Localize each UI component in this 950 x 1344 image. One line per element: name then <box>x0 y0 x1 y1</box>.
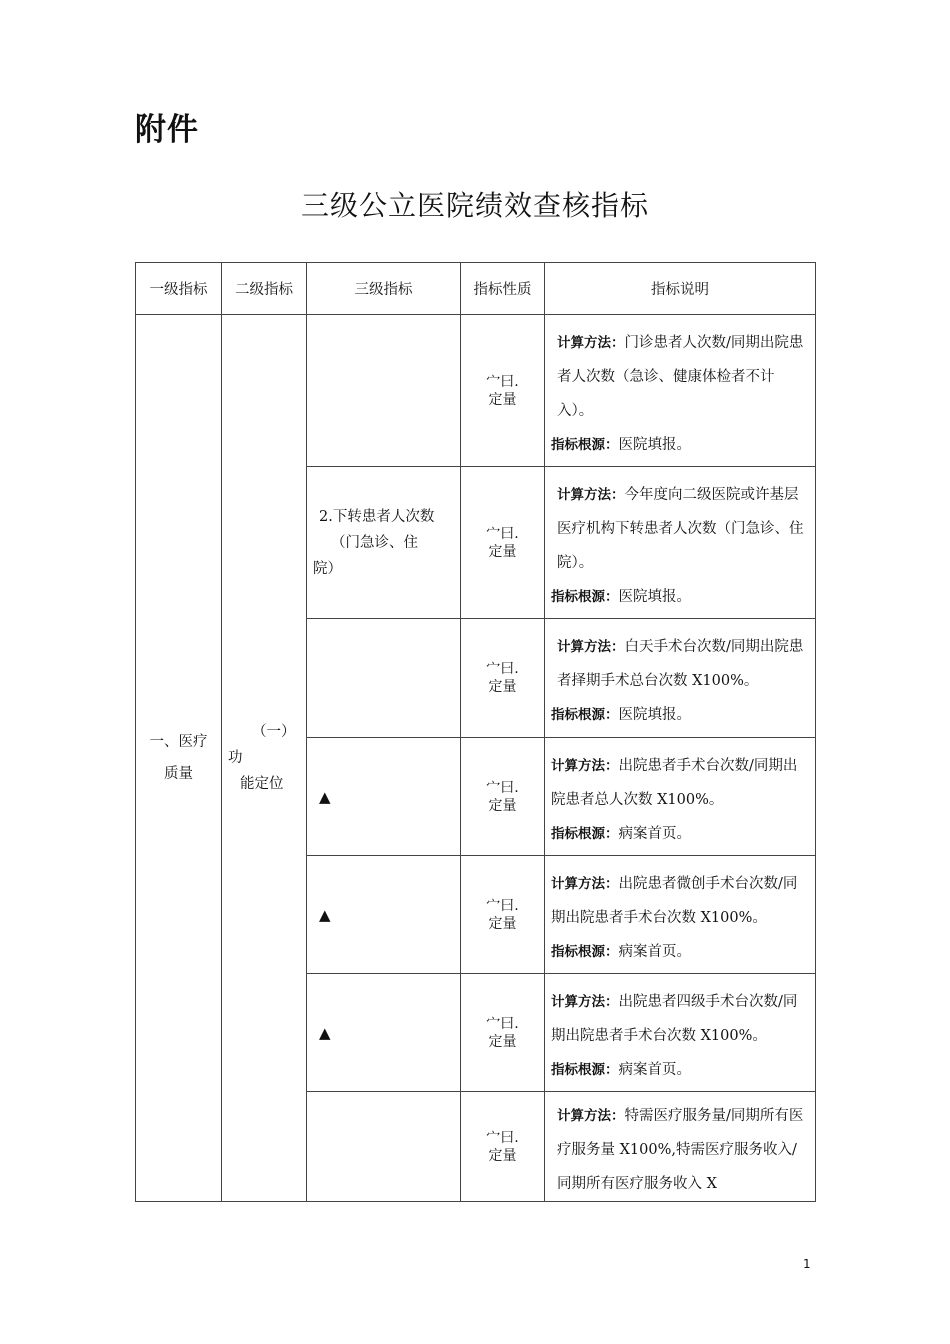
description-cell <box>545 467 816 619</box>
header-level1: 一级指标 <box>136 263 222 315</box>
nature-line1: 宀曰. <box>486 779 519 796</box>
description-cell <box>545 315 816 467</box>
method-text: 出院患者微创手术台次数/同期出院患者手术台次数 X100%。 <box>551 875 798 926</box>
method-label: 计算方法： <box>551 875 619 892</box>
source-text: 病案首页。 <box>618 825 691 842</box>
nature-line1: 宀曰. <box>486 525 519 542</box>
header-nature: 指标性质 <box>461 263 545 315</box>
level3-cell <box>307 738 461 856</box>
description-cell <box>545 856 816 974</box>
nature-line2: 定量 <box>488 679 517 695</box>
level3-line3: 院） <box>313 560 342 577</box>
nature-line1: 宀曰. <box>486 1015 519 1032</box>
level2-line3: 能定位 <box>240 776 284 792</box>
nature-line2: 定量 <box>488 1033 517 1050</box>
source-label: 指标根源： <box>551 1061 619 1078</box>
method-text: 出院患者四级手术台次数/同期出院患者手术台次数 X100%。 <box>551 993 798 1044</box>
method-label: 计算方法： <box>557 334 625 351</box>
level2-line1: （一） <box>252 724 296 740</box>
triangle-marker-icon: ▲ <box>319 1023 331 1042</box>
triangle-marker-icon: ▲ <box>319 905 331 924</box>
nature-cell <box>461 738 545 856</box>
page-number: 1 <box>803 1257 811 1271</box>
nature-line1: 宀曰. <box>486 1129 519 1146</box>
method-label: 计算方法： <box>557 1107 625 1124</box>
document-title: 三级公立医院绩效查核指标 <box>300 189 649 222</box>
method-label: 计算方法： <box>557 639 625 655</box>
header-level2: 二级指标 <box>222 263 307 315</box>
level1-line2: 质量 <box>164 766 193 782</box>
nature-line2: 定量 <box>488 915 517 932</box>
method-text: 特需医疗服务量/同期所有医疗服务量 X100%,特需医疗服务收入/同期所有医疗服务收入 X <box>557 1107 804 1192</box>
nature-line1: 宀曰. <box>486 897 519 914</box>
source-text: 病案首页。 <box>618 943 691 960</box>
method-text: 门诊患者人次数/同期出院患者人次数（急诊、健康体检者不计入）。 <box>557 334 804 419</box>
level3-cell <box>307 619 461 738</box>
indicator-table <box>135 262 816 1202</box>
source-text: 医院填报。 <box>618 436 691 453</box>
level1-line1: 一、医疗 <box>149 734 208 750</box>
level1-cell <box>136 315 222 1202</box>
source-text: 病案首页。 <box>618 1061 691 1078</box>
nature-cell <box>461 974 545 1092</box>
level2-cell <box>222 315 307 1202</box>
method-text: 今年度向二级医院或许基层医疗机构下转患者人次数（门急诊、住院）。 <box>557 486 804 571</box>
table-header-row <box>136 263 816 315</box>
method-label: 计算方法： <box>557 486 625 503</box>
source-label: 指标根源： <box>551 436 619 453</box>
nature-line2: 定量 <box>488 391 517 408</box>
source-text: 医院填报。 <box>618 588 691 605</box>
nature-line2: 定量 <box>488 1147 517 1164</box>
method-label: 计算方法： <box>551 993 619 1010</box>
level2-line2: 功 <box>228 750 243 766</box>
level3-cell <box>307 467 461 619</box>
nature-cell <box>461 1092 545 1202</box>
nature-cell <box>461 856 545 974</box>
level3-line1: 2.下转患者人次数 <box>319 508 435 525</box>
level3-line2: （门急诊、住 <box>331 534 418 551</box>
triangle-marker-icon: ▲ <box>319 787 331 806</box>
source-label: 指标根源： <box>551 707 619 723</box>
nature-cell <box>461 315 545 467</box>
level3-cell <box>307 856 461 974</box>
table-row <box>136 315 816 467</box>
header-level3: 三级指标 <box>307 263 461 315</box>
level3-cell <box>307 1092 461 1202</box>
attachment-label: 附件 <box>135 112 199 148</box>
nature-line1: 宀曰. <box>486 373 519 390</box>
nature-line2: 定量 <box>488 797 517 814</box>
method-label: 计算方法： <box>551 757 619 774</box>
level3-cell <box>307 315 461 467</box>
level3-cell <box>307 974 461 1092</box>
description-cell <box>545 738 816 856</box>
description-cell <box>545 619 816 738</box>
source-text: 医院填报。 <box>618 707 691 723</box>
nature-cell <box>461 467 545 619</box>
nature-cell <box>461 619 545 738</box>
source-label: 指标根源： <box>551 943 619 960</box>
description-cell <box>545 974 816 1092</box>
method-text: 出院患者手术台次数/同期出院患者总人次数 X100%。 <box>551 757 798 808</box>
description-cell <box>545 1092 816 1202</box>
nature-line1: 宀曰. <box>486 661 519 677</box>
nature-line2: 定量 <box>488 543 517 560</box>
source-label: 指标根源： <box>551 588 619 605</box>
source-label: 指标根源： <box>551 825 619 842</box>
method-text: 白天手术台次数/同期出院患者择期手术总台次数 X100%。 <box>557 639 804 689</box>
header-description: 指标说明 <box>545 263 816 315</box>
